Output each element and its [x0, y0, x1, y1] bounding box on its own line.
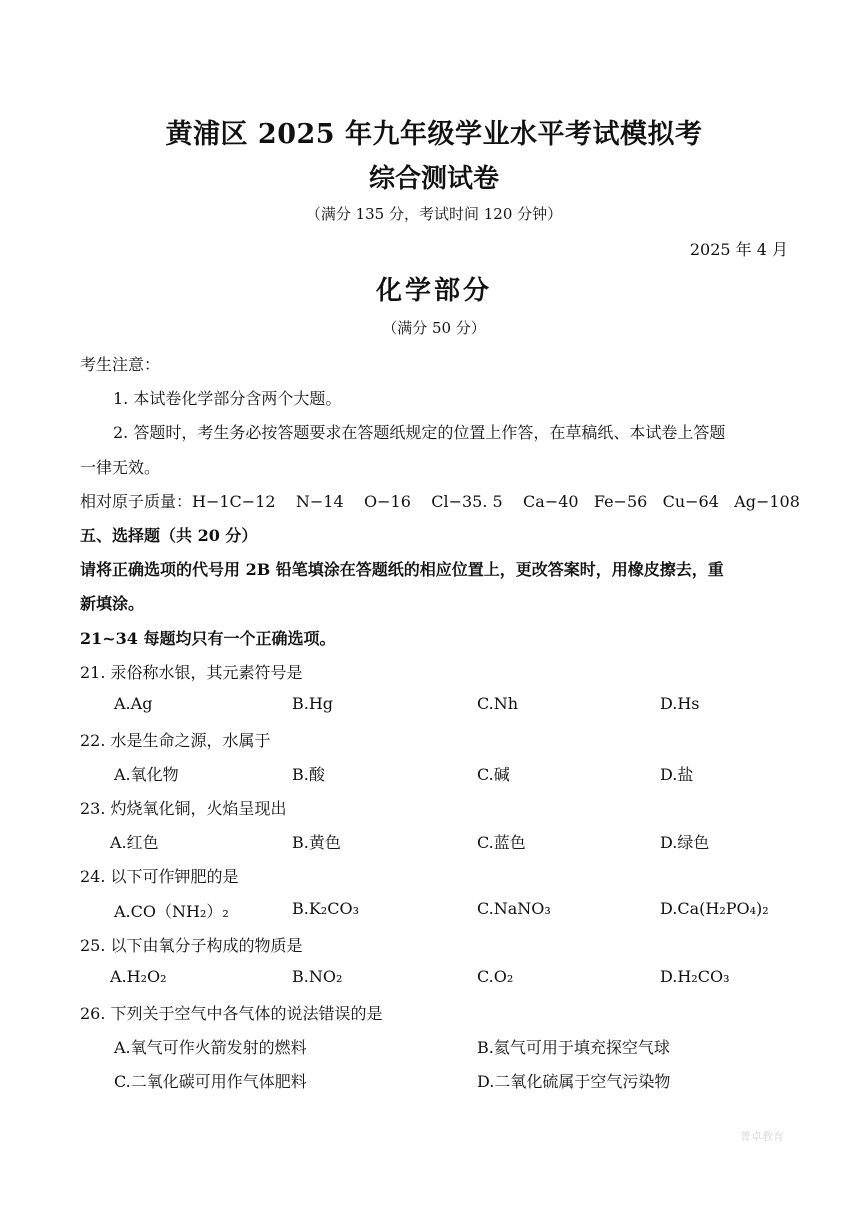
question-25-option-a: A.H₂O₂: [110, 967, 167, 986]
question-25-stem: 25. 以下由氧分子构成的物质是: [80, 936, 303, 955]
notice-heading: 考生注意：: [80, 355, 161, 374]
question-24-stem: 24. 以下可作钾肥的是: [80, 867, 239, 886]
exam-date: 2025 年 4 月: [689, 240, 788, 259]
question-23-option-a: A.红色: [110, 833, 159, 852]
question-21-option-b: B.Hg: [292, 694, 334, 713]
question-25-option-d: D.H₂CO₃: [660, 967, 730, 986]
question-22-option-b: B.酸: [292, 765, 325, 784]
question-26-option-c: C.二氧化碳可用作气体肥料: [114, 1072, 307, 1091]
watermark-logo: 菁卓教育: [740, 1130, 784, 1143]
notice-item-2-continued: 一律无效。: [80, 458, 161, 477]
part5-instruction-line2: 新填涂。: [80, 594, 145, 613]
question-22-option-c: C.碱: [477, 765, 510, 784]
part5-instruction-line1: 请将正确选项的代号用 2B 铅笔填涂在答题纸的相应位置上，更改答案时，用橡皮擦去，重: [80, 560, 724, 579]
question-25-option-b: B.NO₂: [292, 967, 343, 986]
question-26-option-a: A.氧气可作火箭发射的燃料: [114, 1038, 307, 1057]
question-24-option-d: D.Ca(H₂PO₄)₂: [660, 899, 769, 918]
question-23-option-b: B.黄色: [292, 833, 341, 852]
exam-subtitle: 综合测试卷: [368, 164, 499, 194]
question-23-option-d: D.绿色: [660, 833, 710, 852]
exam-title: 黄浦区 2025 年九年级学业水平考试模拟考: [165, 119, 703, 150]
atomic-masses: 相对原子质量：H−1C−12 N−14 O−16 Cl−35. 5 Ca−40 Fe−56 Cu−64 Ag−108: [80, 492, 800, 511]
notice-item-2: 2. 答题时，考生务必按答题要求在答题纸规定的位置上作答，在草稿纸、本试卷上答题: [113, 423, 726, 442]
question-25-option-c: C.O₂: [477, 967, 514, 986]
question-22-stem: 22. 水是生命之源，水属于: [80, 731, 271, 750]
question-22-option-d: D.盐: [660, 765, 694, 784]
section-title: 化学部分: [375, 276, 492, 306]
question-23-stem: 23. 灼烧氧化铜，火焰呈现出: [80, 799, 287, 818]
question-24-option-b: B.K₂CO₃: [292, 899, 359, 918]
question-26-stem: 26. 下列关于空气中各气体的说法错误的是: [80, 1004, 383, 1023]
question-24-option-a: A.CO（NH₂）₂: [114, 902, 229, 921]
question-23-option-c: C.蓝色: [477, 833, 526, 852]
part5-heading: 五、选择题（共 20 分）: [80, 526, 258, 545]
question-21-option-c: C.Nh: [477, 694, 519, 713]
question-24-option-c: C.NaNO₃: [477, 899, 551, 918]
question-21-stem: 21. 汞俗称水银，其元素符号是: [80, 663, 303, 682]
exam-score-note: （满分 135 分，考试时间 120 分钟）: [305, 205, 563, 223]
notice-item-1: 1. 本试卷化学部分含两个大题。: [113, 389, 342, 408]
question-22-option-a: A.氧化物: [114, 765, 179, 784]
question-26-option-d: D.二氧化硫属于空气污染物: [477, 1072, 671, 1091]
question-26-option-b: B.氦气可用于填充探空气球: [477, 1038, 670, 1057]
question-21-option-d: D.Hs: [660, 694, 700, 713]
question-21-option-a: A.Ag: [114, 694, 153, 713]
part5-instruction-line3: 21~34 每题均只有一个正确选项。: [80, 629, 336, 648]
section-score-note: （满分 50 分）: [382, 319, 486, 337]
